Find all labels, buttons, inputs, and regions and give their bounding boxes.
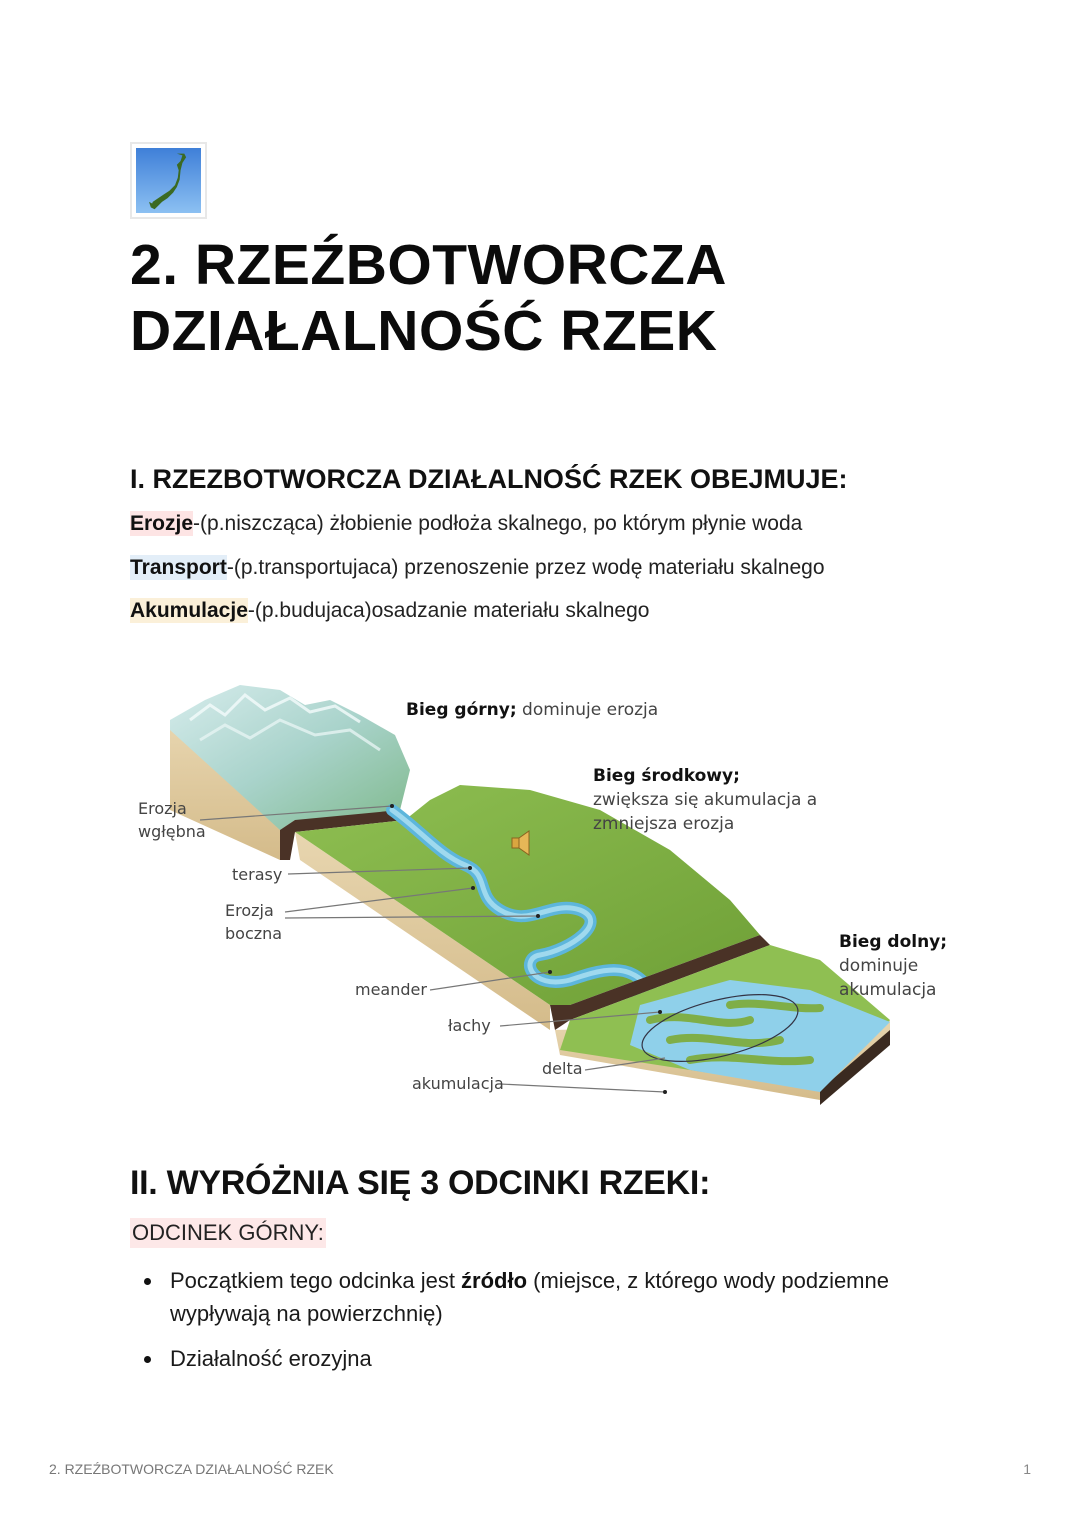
term-transport: Transport — [130, 556, 227, 579]
upper-section-bullet-list — [142, 1264, 942, 1387]
river-landscape-illustration — [130, 660, 950, 1130]
bullet-text: Początkiem tego odcinka jest — [170, 1268, 462, 1293]
definition-text: -(p.transportujaca) przenoszenie przez wodę materiału skalnego — [226, 556, 825, 579]
sandbars-label: łachy — [448, 1016, 491, 1035]
lower-course-desc-2: akumulacja — [839, 980, 937, 1000]
upper-course-title: Bieg górny; — [406, 700, 517, 720]
bullet-bold-term: źródło — [461, 1268, 528, 1293]
definition-transport — [130, 556, 825, 580]
middle-course-label — [593, 764, 817, 836]
term-erosion: Erozje — [130, 512, 194, 535]
middle-course-title: Bieg środkowy; — [593, 766, 740, 786]
terraces-label: terasy — [232, 865, 283, 884]
list-item — [142, 1342, 942, 1375]
title-line-1: 2. RZEŹBOTWORCZA — [130, 233, 727, 297]
deep-erosion-label-line-2: wgłębna — [138, 822, 206, 841]
upper-section-subheading: ODCINEK GÓRNY: — [130, 1218, 326, 1248]
term-accumulation: Akumulacje — [130, 599, 248, 622]
lower-course-desc-1: dominuje — [839, 956, 919, 976]
upper-course-desc: dominuje erozja — [522, 700, 659, 720]
deep-erosion-label — [138, 797, 206, 843]
meander-label: meander — [355, 980, 427, 999]
section-1-heading: I. RZEZBOTWORCZA DZIAŁALNOŚĆ RZEK OBEJMUJE: — [130, 464, 848, 494]
lateral-erosion-label-line-2: boczna — [225, 924, 283, 943]
delta-label: delta — [542, 1059, 583, 1078]
footer-title: 2. RZEŹBOTWORCZA DZIAŁALNOŚĆ RZEK — [49, 1461, 334, 1477]
definition-text: -(p.niszcząca) żłobienie podłoża skalnego, po którym płynie woda — [193, 512, 803, 535]
page-number: 1 — [1023, 1461, 1031, 1477]
middle-course-desc-2: zmniejsza erozja — [593, 814, 735, 834]
bullet-text: Działalność erozyjna — [170, 1346, 372, 1371]
upper-course-label — [406, 698, 658, 722]
lower-course-title: Bieg dolny; — [839, 932, 948, 952]
bullet-text: (miejsce, z którego wody podziemne wypływają na powierzchnię) — [170, 1268, 889, 1326]
page-title — [130, 232, 950, 364]
middle-course-desc-1: zwiększa się akumulacja a — [593, 790, 818, 810]
section-2-heading: II. WYRÓŻNIA SIĘ 3 ODCINKI RZEKI: — [130, 1164, 711, 1202]
lower-course-label — [839, 930, 947, 1002]
lateral-erosion-label — [225, 899, 282, 945]
accumulation-label: akumulacja — [412, 1074, 504, 1093]
river-course-diagram — [130, 660, 950, 1130]
definition-erosion — [130, 512, 802, 536]
title-line-2: DZIAŁALNOŚĆ RZEK — [130, 299, 718, 363]
lateral-erosion-label-line-1: Erozja — [225, 901, 274, 920]
japan-map-icon — [130, 142, 207, 219]
definition-accumulation — [130, 599, 649, 623]
definition-text: -(p.budujaca)osadzanie materiału skalnego — [247, 599, 650, 622]
deep-erosion-label-line-1: Erozja — [138, 799, 187, 818]
list-item — [142, 1264, 942, 1330]
